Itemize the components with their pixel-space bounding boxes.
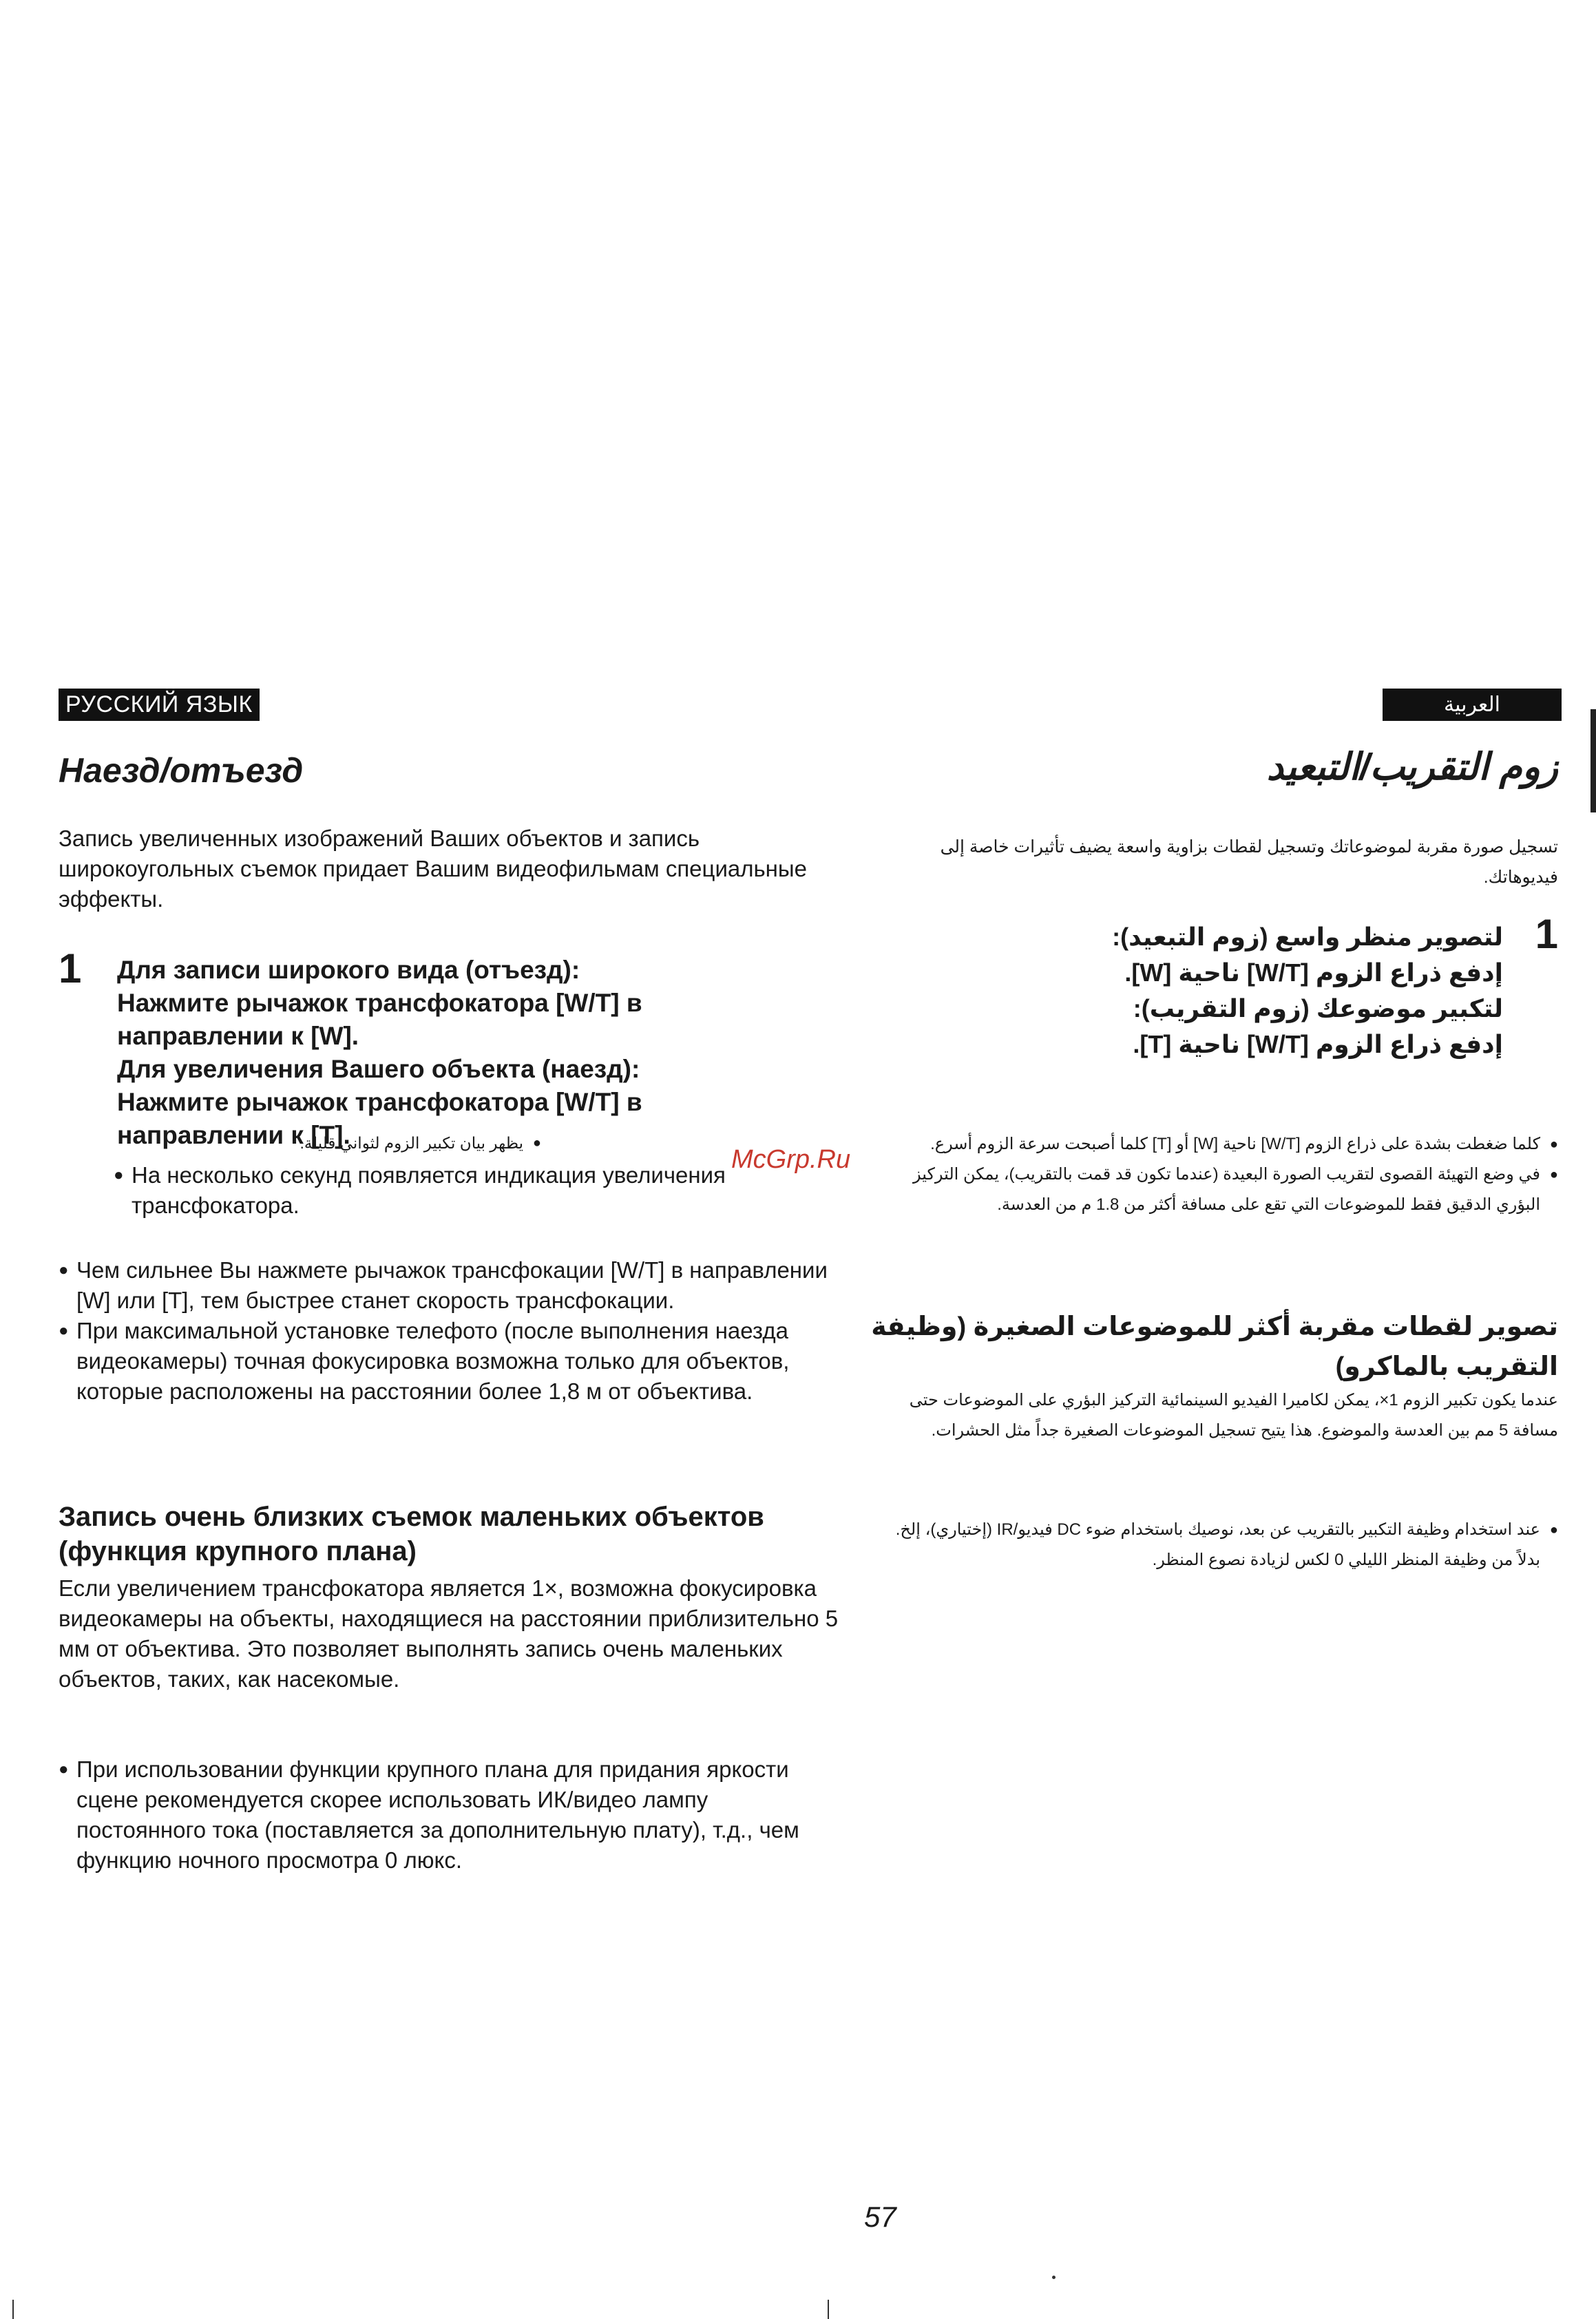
ru-notes-list bbox=[59, 1255, 843, 1407]
ru-step-line: направлении к [T]. bbox=[117, 1121, 350, 1149]
ar-step-line: إدفع ذراع الزوم [W/T] ناحية [T]. bbox=[1133, 1030, 1503, 1058]
print-dot bbox=[1052, 2276, 1056, 2279]
ru-step-line: Для записи широкого вида (отъезд): bbox=[117, 956, 580, 984]
ru-step-line: направлении к [W]. bbox=[117, 1022, 359, 1050]
ar-intro-text: تسجيل صورة مقربة لموضوعاتك وتسجيل لقطات بزاوية واسعة يضيف تأثيرات خاصة إلى فيديوهاتك. bbox=[940, 837, 1558, 887]
ru-intro-text: Запись увеличенных изображений Ваших объектов и запись широкоугольных съемок придает Вашим видеофильмам специальные эффекты. bbox=[59, 826, 807, 912]
ar-subheading: تصوير لقطات مقربة أكثر للموضوعات الصغيرة (وظيفة التقريب بالماكرو) bbox=[871, 1312, 1558, 1381]
ru-step-line: Нажмите рычажок трансфокатора [W/T] в bbox=[117, 1088, 642, 1116]
ru-step-line: Для увеличения Вашего объекта (наезд): bbox=[117, 1055, 640, 1083]
ar-step-line: لتصوير منظر واسع (زوم التبعيد): bbox=[1112, 923, 1503, 951]
ar-step-number: 1 bbox=[1535, 911, 1558, 957]
ar-note-item: ● كلما ضغطت بشدة على ذراع الزوم [W/T] ناحية [W] أو [T] كلما أصبحت سرعة الزوم أسرع. bbox=[870, 1129, 1558, 1160]
ar-step-line: لتكبير موضوعك (زوم التقريب): bbox=[1133, 994, 1503, 1022]
ar-page-title: زوم التقريب/التبعيد bbox=[1266, 746, 1558, 788]
ar-step-line: إدفع ذراع الزوم [W/T] ناحية [W]. bbox=[1124, 958, 1503, 987]
ru-step-instructions bbox=[117, 954, 840, 1152]
ar-macro-notes bbox=[870, 1515, 1558, 1575]
edge-mark bbox=[1590, 709, 1596, 812]
ar-language-badge: العربية bbox=[1383, 689, 1562, 721]
ru-note-item: ● При максимальной установке телефото (после выполнения наезда видеокамеры) точная фокусировка возможна только для объектов, которые расположены на расстоянии более 1,8 м от объектива. bbox=[59, 1316, 843, 1407]
ar-note-item: ● في وضع التهيئة القصوى لتقريب الصورة البعيدة (عندما تكون قد قمت بالتقريب)، يمكن التركيز البؤري الدقيق فقط للموضوعات التي تقع على مسافة أكثر من 1.8 م من العدسة. bbox=[870, 1160, 1558, 1220]
ru-step-line: Нажмите рычажок трансфокатора [W/T] в bbox=[117, 989, 642, 1017]
crop-mark bbox=[828, 2300, 829, 2319]
ru-step-number: 1 bbox=[59, 945, 82, 991]
ar-note-item: ● عند استخدام وظيفة التكبير بالتقريب عن بعد، نوصيك باستخدام ضوء DC فيديو/IR (إختياري)، إلخ. بدلاً من وظيفة المنظر الليلي 0 لكس لزيادة نصوع المنظر. bbox=[870, 1515, 1558, 1575]
ar-macro-text: عندما يكون تكبير الزوم 1×، يمكن لكاميرا الفيديو السينمائية التركيز البؤري على الموضوعات حتى مسافة 5 مم بين العدسة والموضوع. هذا يتيح تسجيل الموضوعات الصغيرة جداً مثل الحشرات. bbox=[909, 1391, 1558, 1440]
ru-step-note: ● На несколько секунд появляется индикация увеличения трансфокатора. bbox=[114, 1160, 861, 1221]
ru-subheading: Запись очень близких съемок маленьких объектов (функция крупного плана) bbox=[59, 1502, 764, 1566]
crop-mark bbox=[12, 2300, 14, 2319]
ru-language-badge: РУССКИЙ ЯЗЫК bbox=[59, 689, 260, 721]
ru-page-title: Наезд/отъезд bbox=[59, 751, 304, 790]
ru-note-item: ● При использовании функции крупного плана для придания яркости сцене рекомендуется скорее использовать ИК/видео лампу постоянного тока (поставляется за дополнительную плату), т.д., чем функцию ночного просмотра 0 люкс. bbox=[59, 1754, 843, 1876]
ru-note-item: ● Чем сильнее Вы нажмете рычажок трансфокации [W/T] в направлении [W] или [T], тем быстрее станет скорость трансфокации. bbox=[59, 1255, 843, 1316]
ar-step-instructions bbox=[883, 919, 1503, 1062]
watermark: McGrp.Ru bbox=[731, 1145, 851, 1174]
ru-macro-text: Если увеличением трансфокатора является 1×, возможна фокусировка видеокамеры на объекты, находящиеся на расстоянии приблизительно 5 мм от объектива. Это позволяет выполнять запись очень маленьких объектов, таких, как насекомые. bbox=[59, 1575, 839, 1692]
ar-step-note: ● يظهر بيان تكبير الزوم لثواني قليلة. bbox=[0, 1129, 541, 1157]
page-number: 57 bbox=[864, 2201, 896, 2233]
ar-notes-list bbox=[870, 1129, 1558, 1220]
ru-macro-notes bbox=[59, 1754, 843, 1876]
